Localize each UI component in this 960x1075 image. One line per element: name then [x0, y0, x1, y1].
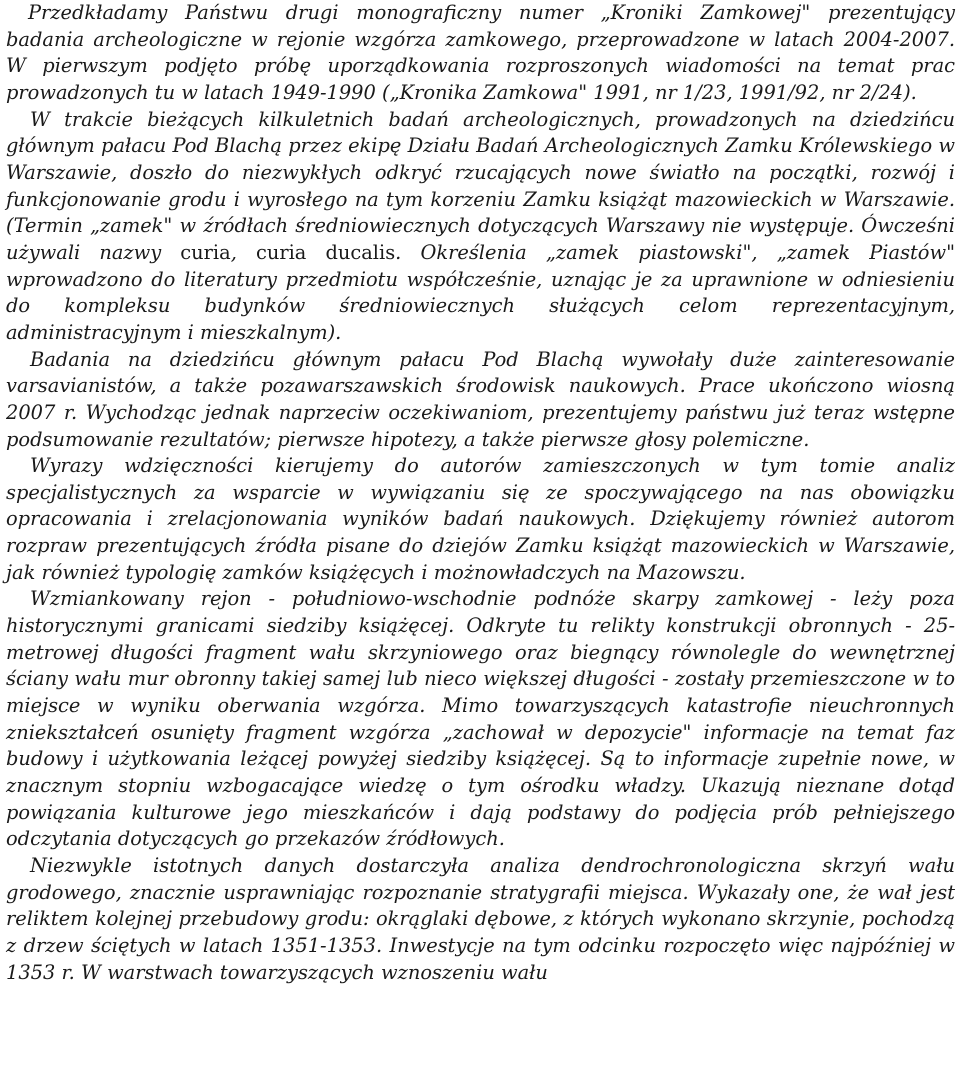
latin-term: curia ducalis — [255, 240, 396, 264]
paragraph-region — [6, 586, 955, 853]
text-segment: W trakcie bieżących kilkuletnich badań archeologicznych, prowadzonych na dziedzińcu głównym pałacu Pod Blachą przez ekipę Działu Badań Archeologicznych Zamku Królewskiego w Warszawie, doszło do niezwykłych odkryć rzucających nowe światło na początki, rozwój i funkcjonowanie grodu i wyrosłego na tym korzeniu Zamku książąt mazowieckich w Warszawie. (Termin „zamek" w źródłach średniowiecznych dotyczących Warszawy nie występuje. Ówcześni używali nazwy — [6, 107, 955, 264]
paragraph-excavations — [6, 107, 955, 347]
paragraph-interest — [6, 347, 955, 454]
text-segment: . Określenia „zamek piastowski", „zamek Piastów" wprowadzono do literatury przedmiotu współcześnie, uznając je za uprawnione w odniesieniu do kompleksu budynków średniowiecznych służących celom reprezentacyjnym, administracyjnym i mieszkalnym). — [6, 240, 956, 344]
paragraph-acknowledgements — [6, 453, 955, 586]
text-segment: , — [230, 240, 256, 264]
text-segment: Przedkładamy Państwu drugi monograficzny numer „Kroniki Zamkowej" prezentujący badania archeologiczne w rejonie wzgórza zamkowego, przeprowadzone w latach 2004-2007. W pierwszym podjęto próbę uporządkowania rozproszonych wiadomości na temat prac prowadzonych tu w latach 1949-1990 („Kronika Zamkowa" 1991, nr 1/23, 1991/92, nr 2/24). — [6, 1, 955, 104]
paragraph-dendrochronology — [6, 853, 955, 986]
text-segment: Wzmiankowany rejon - południowo-wschodnie podnóże skarpy zamkowej - leży poza historycznymi granicami siedziby książęcej. Odkryte tu relikty konstrukcji obronnych - 25-metrowej długości fragment wału skrzyniowego oraz biegnący równolegle do wewnętrznej ściany wału mur obronny takiej samej lub nieco większej długości - zostały przemieszczone w to miejsce w wyniku oberwania wzgórza. Mimo towarzyszących katastrofie nieuchronnych zniekształceń osunięty fragment wzgórza „zachował w depozycie" informacje na temat faz budowy i użytkowania leżącej powyżej siedziby książęcej. Są to informacje zupełnie nowe, w znacznym stopniu wzbogacające wiedzę o tym ośrodku władzy. Ukazują nieznane dotąd powiązania kulturowe jego mieszkańców i dają podstawy do podjęcia prób pełniejszego odczytania dotyczących go przekazów źródłowych. — [6, 587, 955, 851]
text-segment: Wyrazy wdzięczności kierujemy do autorów zamieszczonych w tym tomie analiz specjalistycznych za wsparcie w wywiązaniu się ze spoczywającego na nas obowiązku opracowania i zrelacjonowania wyników badań naukowych. Dziękujemy również autorom rozpraw prezentujących źródła pisane do dziejów Zamku książąt mazowieckich w Warszawie, jak również typologię zamków książęcych i możnowładczych na Mazowszu. — [6, 454, 955, 584]
latin-term: curia — [180, 240, 231, 264]
paragraph-intro — [6, 0, 955, 107]
text-segment: Badania na dziedzińcu głównym pałacu Pod Blachą wywołały duże zainteresowanie varsavianistów, a także pozawarszawskich środowisk naukowych. Prace ukończono wiosną 2007 r. Wychodząc jednak naprzeciw oczekiwaniom, prezentujemy państwu już teraz wstępne podsumowanie rezultatów; pierwsze hipotezy, a także pierwsze głosy polemiczne. — [6, 347, 955, 451]
text-segment: Niezwykle istotnych danych dostarczyła analiza dendrochronologiczna skrzyń wału grodowego, znacznie usprawniając rozpoznanie stratygrafii miejsca. Wykazały one, że wał jest reliktem kolejnej przebudowy grodu: okrąglaki dębowe, z których wykonano skrzynie, pochodzą z drzew ściętych w latach 1351-1353. Inwestycje na tym odcinku rozpoczęto więc najpóźniej w 1353 r. W warstwach towarzyszących wznoszeniu wału — [6, 854, 955, 984]
